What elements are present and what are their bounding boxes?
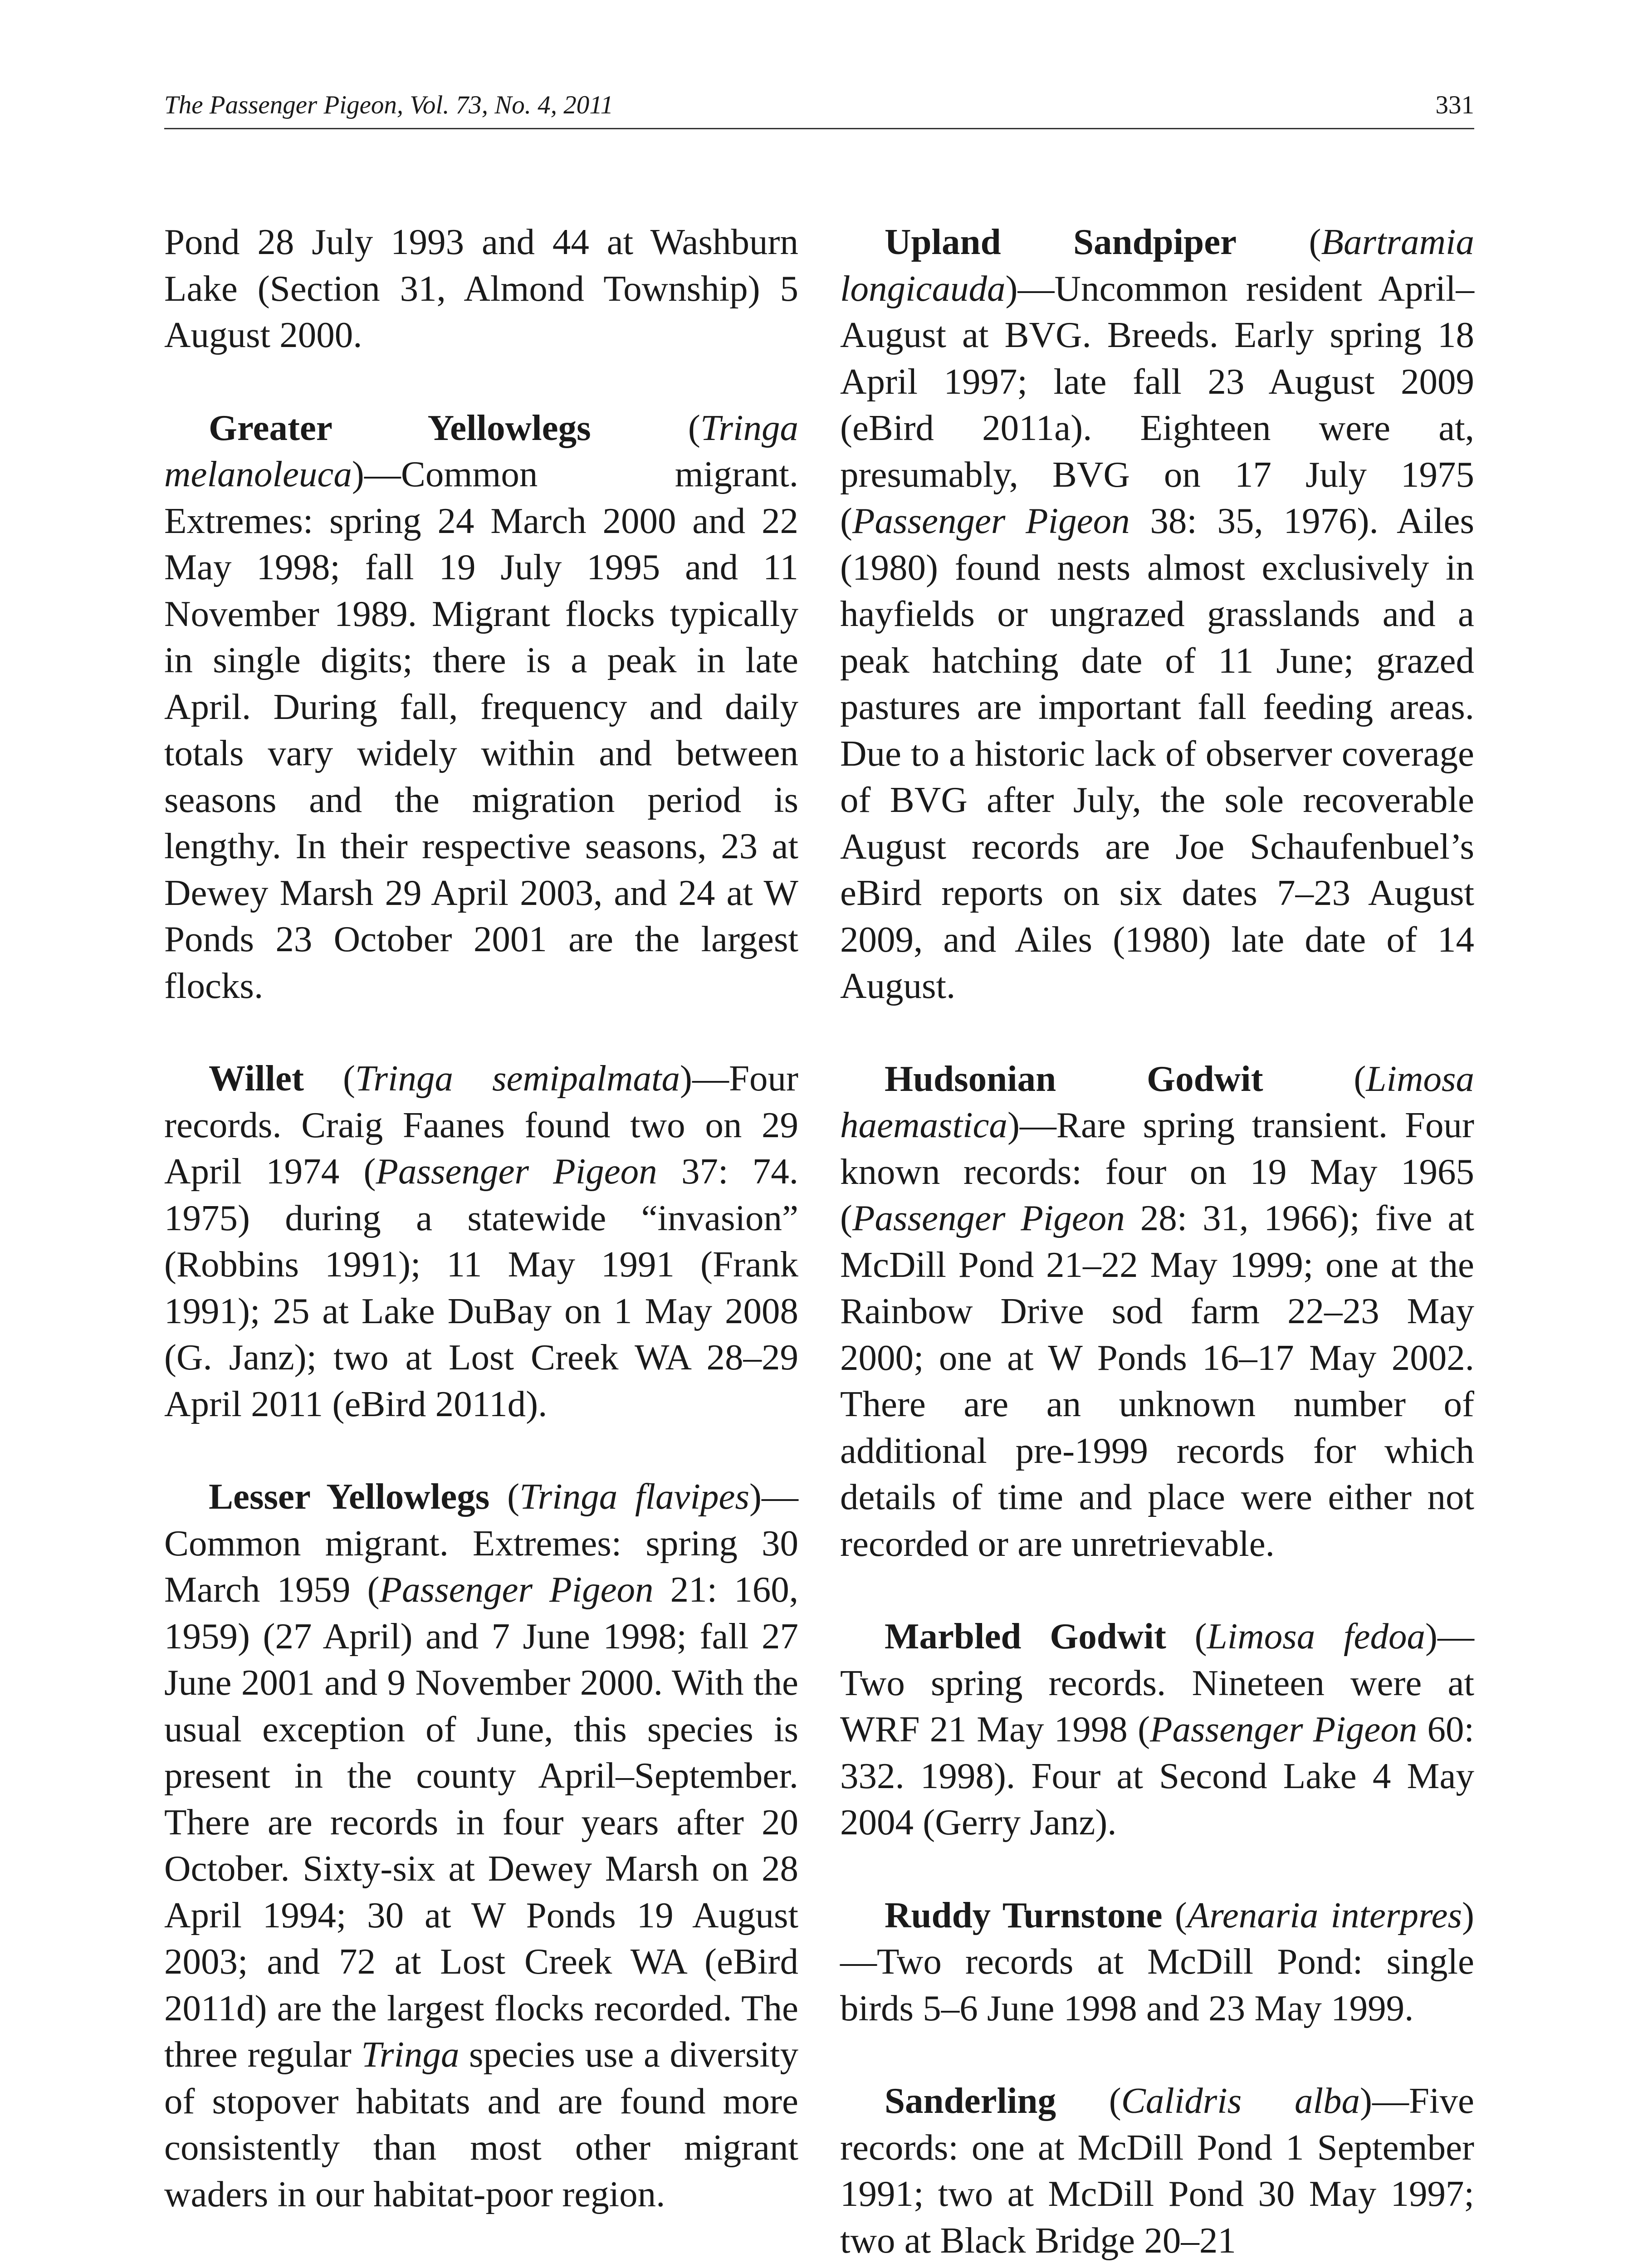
species-name: Upland Sandpiper	[885, 221, 1237, 262]
journal-citation: Passenger Pigeon	[376, 1151, 657, 1192]
account-text: —Five records: one at McDill Pond 1 September 1991; two at McDill Pond 30 May 1997; two at Black Bridge 20–21	[840, 2080, 1474, 2261]
account-text: species use a diversity of stopover habitats and are found more consistently than most other migrant waders in our habitat-poor region.	[164, 2034, 798, 2214]
scientific-name: Limosa fedoa	[1207, 1616, 1426, 1657]
species-account-greater-yellowlegs: Greater Yellowlegs (Tringa melanoleuca)—Common migrant. Extremes: spring 24 March 2000 and 22 May 1998; fall 19 July 1995 and 11 November 1989. Migrant flocks typically in single digits; there is a peak in late April. During fall, frequency and daily totals vary widely within and between seasons and the migration period is lengthy. In their respective seasons, 23 at Dewey Marsh 29 April 2003, and 24 at W Ponds 23 October 2001 are the largest flocks.	[164, 407, 798, 1006]
scientific-name: Arenaria interpres	[1187, 1894, 1462, 1936]
species-name: Marbled Godwit	[885, 1616, 1166, 1657]
species-account-willet: Willet (Tringa semipalmata)—Four records. Craig Faanes found two on 29 April 1974 (Passenger Pigeon 37: 74. 1975) during a statewide “invasion” (Robbins 1991); 11 May 1991 (Frank 1991); 25 at Lake DuBay on 1 May 2008 (G. Janz); two at Lost Creek WA 28–29 April 2011 (eBird 2011d).	[164, 1058, 798, 1424]
account-text: —Uncommon resident April–August at BVG. Breeds. Early spring 18 April 1997; late fall 23 August 2009 (eBird 2011a). Eighteen were at, presumably, BVG on 17 July 1975 (	[840, 268, 1474, 541]
species-account-upland-sandpiper: Upland Sandpiper (Bartramia longicauda)—Uncommon resident April–August at BVG. Breeds. Early spring 18 April 1997; late fall 23 August 2009 (eBird 2011a). Eighteen were at, presumably, BVG on 17 July 1975 (Passenger Pigeon 38: 35, 1976). Ailes (1980) found nests almost exclusively in hayfields or ungrazed grasslands and a peak hatching date of 11 June; grazed pastures are important fall feeding areas. Due to a historic lack of observer coverage of BVG after July, the sole recoverable August records are Joe Schaufenbuel’s eBird reports on six dates 7–23 August 2009, and Ailes (1980) late date of 14 August.	[840, 221, 1474, 1006]
account-text: —Common migrant. Extremes: spring 30 March 1959 (	[164, 1476, 798, 1610]
continued-paragraph	[164, 219, 798, 358]
journal-title: The Passenger Pigeon, Vol. 73, No. 4, 2011	[164, 91, 614, 119]
account-text: 28: 31, 1966); five at McDill Pond 21–22 May 1999; one at the Rainbow Drive sod farm 22–23 May 2000; one at W Ponds 16–17 May 2002. There are an unknown number of additional pre-1999 records for which details of time and place were either not recorded or are unretrievable.	[840, 1198, 1474, 1564]
species-account-marbled-godwit: Marbled Godwit (Limosa fedoa)—Two spring records. Nineteen were at WRF 21 May 1998 (Passenger Pigeon 60: 332. 1998). Four at Second Lake 4 May 2004 (Gerry Janz).	[840, 1616, 1474, 1843]
species-name: Ruddy Turnstone	[885, 1894, 1163, 1936]
species-account-lesser-yellowlegs: Lesser Yellowlegs (Tringa flavipes)—Common migrant. Extremes: spring 30 March 1959 (Passenger Pigeon 21: 160, 1959) (27 April) and 7 June 1998; fall 27 June 2001 and 9 November 2000. With the usual exception of June, this species is present in the county April–September. There are records in four years after 20 October. Sixty-six at Dewey Marsh on 28 April 1994; 30 at W Ponds 19 August 2003; and 72 at Lost Creek WA (eBird 2011d) are the largest flocks recorded. The three regular Tringa species use a diversity of stopover habitats and are found more consistently than most other migrant waders in our habitat-poor region.	[164, 1476, 798, 2214]
page-number: 331	[1435, 91, 1474, 119]
species-name: Sanderling	[885, 2080, 1056, 2121]
genus-name: Tringa	[361, 2034, 460, 2075]
scientific-name: Tringa flavipes	[519, 1476, 749, 1517]
species-account-sanderling: Sanderling (Calidris alba)—Five records: one at McDill Pond 1 September 1991; two at McDill Pond 30 May 1997; two at Black Bridge 20–21	[840, 2080, 1474, 2261]
species-name: Greater Yellowlegs	[209, 407, 591, 448]
account-text: 37: 74. 1975) during a statewide “invasion” (Robbins 1991); 11 May 1991 (Frank 1991); 25 at Lake DuBay on 1 May 2008 (G. Janz); two at Lost Creek WA 28–29 April 2011 (eBird 2011d).	[164, 1151, 798, 1424]
scientific-name: Limosa haemastica	[840, 1058, 1474, 1145]
account-text: —Common migrant. Extremes: spring 24 March 2000 and 22 May 1998; fall 19 July 1995 and 11 November 1989. Migrant flocks typically in single digits; there is a peak in late April. During fall, frequency and daily totals vary widely within and between seasons and the migration period is lengthy. In their respective seasons, 23 at Dewey Marsh 29 April 2003, and 24 at W Ponds 23 October 2001 are the largest flocks.	[164, 454, 798, 1006]
account-text: —Two spring records. Nineteen were at WRF 21 May 1998 (	[840, 1616, 1474, 1750]
paragraph-text: Pond 28 July 1993 and 44 at Washburn Lake (Section 31, Almond Township) 5 August 2000.	[164, 221, 798, 355]
right-column	[840, 219, 1474, 2263]
species-name: Lesser Yellowlegs	[209, 1476, 490, 1517]
left-column	[164, 219, 798, 2217]
species-account-ruddy-turnstone: Ruddy Turnstone (Arenaria interpres)—Two records at McDill Pond: single birds 5–6 June 1998 and 23 May 1999.	[840, 1894, 1474, 2028]
account-text: —Two records at McDill Pond: single birds 5–6 June 1998 and 23 May 1999.	[840, 1941, 1474, 2028]
header-rule	[164, 128, 1474, 129]
species-account-hudsonian-godwit: Hudsonian Godwit (Limosa haemastica)—Rare spring transient. Four known records: four on 19 May 1965 (Passenger Pigeon 28: 31, 1966); five at McDill Pond 21–22 May 1999; one at the Rainbow Drive sod farm 22–23 May 2000; one at W Ponds 16–17 May 2002. There are an unknown number of additional pre-1999 records for which details of time and place were either not recorded or are unretrievable.	[840, 1058, 1474, 1564]
scientific-name: Bartramia longicauda	[840, 221, 1474, 309]
journal-citation: Passenger Pigeon	[1150, 1709, 1418, 1750]
scientific-name: Calidris alba	[1121, 2080, 1360, 2121]
account-text: —Rare spring transient. Four known records: four on 19 May 1965 (	[840, 1105, 1474, 1238]
species-name: Hudsonian Godwit	[885, 1058, 1263, 1099]
journal-citation: Passenger Pigeon	[852, 500, 1130, 541]
journal-citation: Passenger Pigeon	[379, 1569, 654, 1610]
account-text: 60: 332. 1998). Four at Second Lake 4 May 2004 (Gerry Janz).	[840, 1709, 1474, 1843]
account-text: 21: 160, 1959) (27 April) and 7 June 1998; fall 27 June 2001 and 9 November 2000. With the usual exception of June, this species is present in the county April–September. There are records in four years after 20 October. Sixty-six at Dewey Marsh on 28 April 1994; 30 at W Ponds 19 August 2003; and 72 at Lost Creek WA (eBird 2011d) are the largest flocks recorded. The three regular	[164, 1569, 798, 2075]
account-text: —Four records. Craig Faanes found two on 29 April 1974 (	[164, 1058, 798, 1192]
scientific-name: Tringa semipalmata	[355, 1058, 680, 1099]
scientific-name: Tringa melanoleuca	[164, 407, 798, 494]
journal-citation: Passenger Pigeon	[852, 1198, 1125, 1238]
species-name: Willet	[209, 1058, 304, 1099]
account-text: 38: 35, 1976). Ailes (1980) found nests almost exclusively in hayfields or ungrazed grasslands and a peak hatching date of 11 June; grazed pastures are important fall feeding areas. Due to a historic lack of observer coverage of BVG after July, the sole recoverable August records are Joe Schaufenbuel’s eBird reports on six dates 7–23 August 2009, and Ailes (1980) late date of 14 August.	[840, 500, 1474, 1006]
